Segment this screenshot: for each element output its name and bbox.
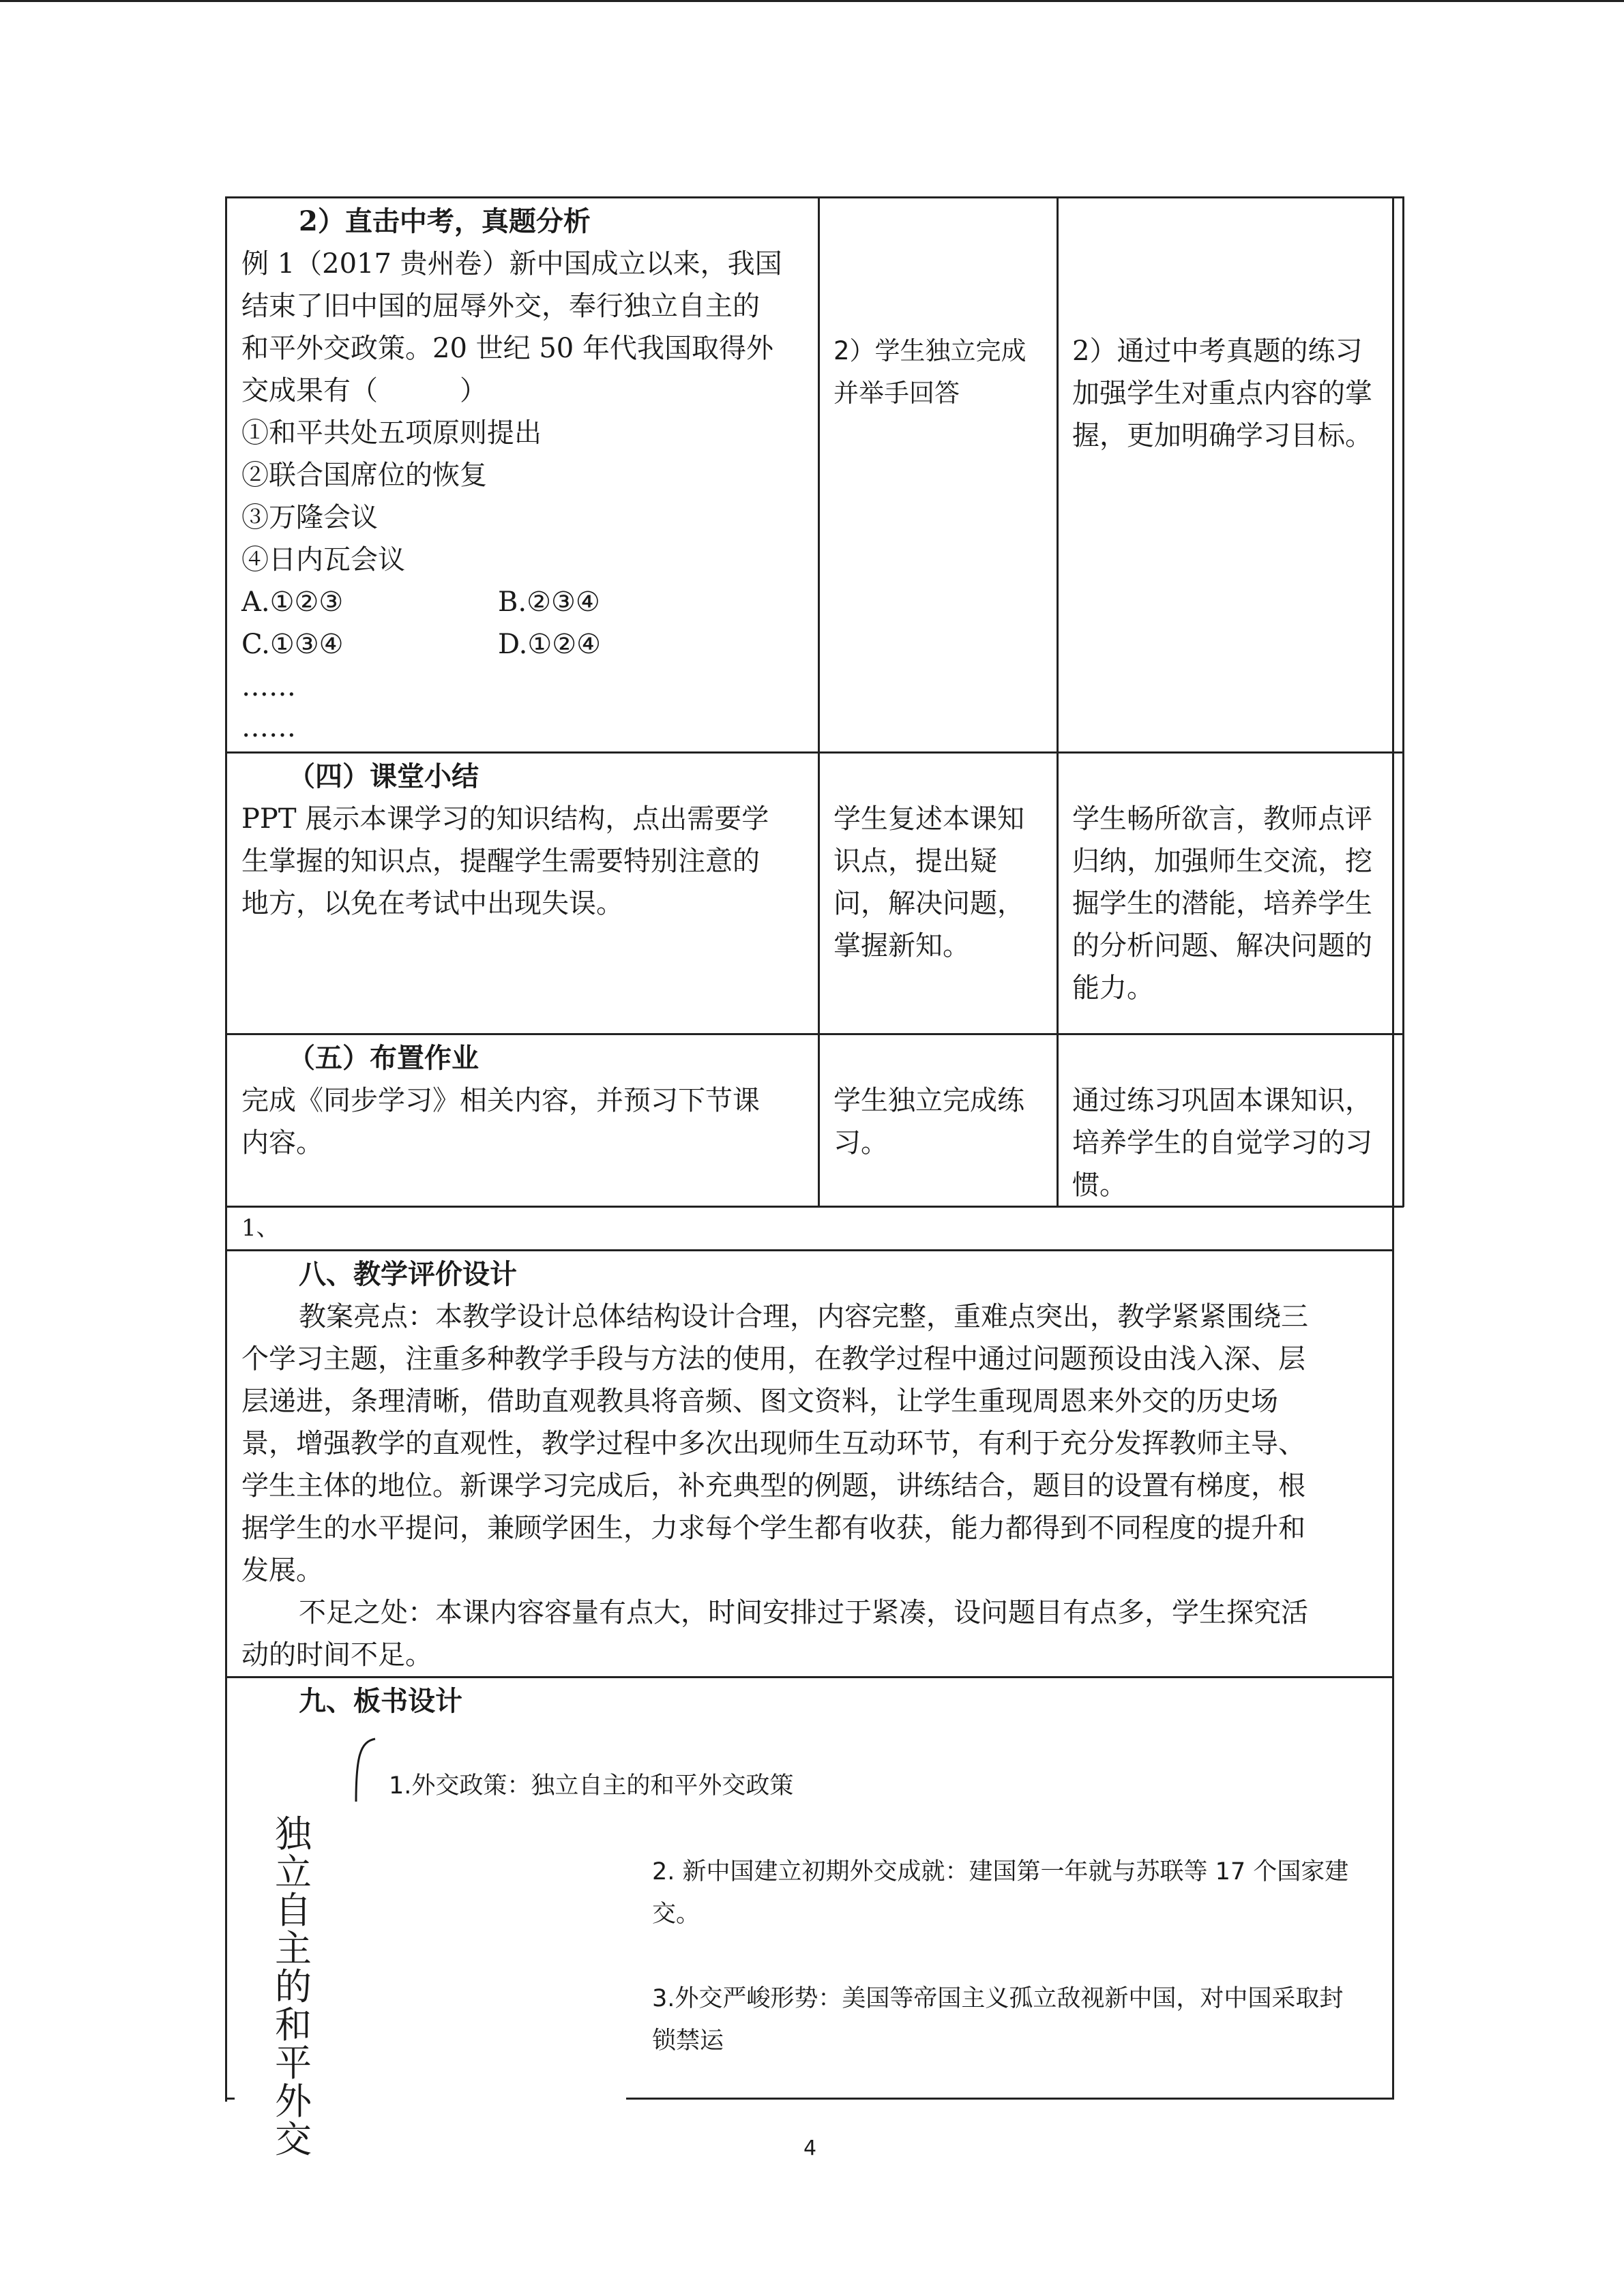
row2-intent-line: 能力。 [1072,972,1154,1004]
board-item-1: 1.外交政策：独立自主的和平外交政策 [389,1772,794,1800]
row3-line: 完成《同步学习》相关内容，并预习下节课 [241,1085,760,1116]
evaluation-para2-first: 不足之处：本课内容容量有点大，时间安排过于紧凑，设问题目有点多，学生探究活 [299,1597,1308,1628]
table-left-border [225,196,227,2102]
row1-line: ②联合国席位的恢复 [241,460,487,491]
row2-line: PPT 展示本课学习的知识结构，点出需要学 [241,803,769,835]
row2-heading: （四）课堂小结 [288,760,479,792]
row3-student-line: 习。 [833,1127,888,1159]
row1-intent-line: 2）通过中考真题的练习 [1072,336,1363,367]
evaluation-line: 发展。 [241,1555,323,1586]
evaluation-heading: 八、教学评价设计 [299,1258,517,1290]
page-number: 4 [803,2136,817,2160]
page-top-border [0,0,1624,2]
row3-intent-line: 培养学生的自觉学习的习 [1072,1127,1372,1159]
row2-line: 地方，以免在考试中出现失误。 [241,888,623,919]
row1-student-line: 2）学生独立完成 [833,336,1027,366]
row-divider-5 [225,1676,1393,1678]
row1-intent-line: 加强学生对重点内容的掌 [1072,378,1372,409]
row1-heading: 2）直击中考，真题分析 [299,205,591,237]
board-item-2-line: 2. 新中国建立初期外交成就：建国第一年就与苏联等 17 个国家建 [652,1858,1349,1885]
row3-line: 内容。 [241,1127,323,1159]
board-item-3-line: 3.外交严峻形势：美国等帝国主义孤立敌视新中国，对中国采取封 [652,1985,1344,2012]
small-note: 1、 [241,1214,280,1242]
row2-student-line: 识点，提出疑 [833,846,997,877]
table-top-border [225,196,1404,198]
row1-intent-line: 握，更加明确学习目标。 [1072,420,1372,451]
table-right-outer [1402,196,1404,1207]
row1-line: ④日内瓦会议 [241,544,405,576]
row1-line: 和平外交政策。20 世纪 50 年代我国取得外 [241,333,773,364]
row2-line: 生掌握的知识点，提醒学生需要特别注意的 [241,846,760,877]
row2-intent-line: 的分析问题、解决问题的 [1072,930,1372,961]
table-right-inner [1392,196,1394,2100]
row2-student-line: 掌握新知。 [833,930,970,961]
row2-intent-line: 归纳，加强师生交流，挖 [1072,846,1372,877]
row3-intent-line: 通过练习巩固本课知识， [1072,1085,1372,1116]
evaluation-line: 个学习主题，注重多种教学手段与方法的使用，在教学过程中通过问题预设由浅入深、层 [241,1343,1305,1375]
row3-intent-line: 惯。 [1072,1169,1127,1201]
row3-heading: （五）布置作业 [288,1042,479,1074]
board-bottom-right [626,2098,1393,2100]
board-vertical-title: 独立自主的和平外交 [275,1813,312,2161]
option-b: B.②③④ [498,586,600,618]
row3-student-line: 学生独立完成练 [833,1085,1024,1116]
row1-line: 交成果有（ ） [241,375,487,406]
row1-student-line: 并举手回答 [833,378,960,408]
evaluation-line: 景，增强教学的直观性，教学过程中多次出现师生互动环节，有利于充分发挥教师主导、 [241,1428,1305,1459]
option-d: D.①②④ [498,629,601,660]
evaluation-line: 学生主体的地位。新课学习完成后，补充典型的例题，讲练结合，题目的设置有梯度，根 [241,1470,1305,1502]
row-divider-2 [225,1033,1404,1035]
evaluation-para1-first: 教案亮点：本教学设计总体结构设计合理，内容完整，重难点突出，教学紧紧围绕三 [299,1301,1308,1332]
row2-student-line: 问，解决问题， [833,888,1024,919]
row-divider-4 [225,1249,1393,1251]
row2-intent-line: 学生畅所欲言，教师点评 [1072,803,1372,835]
column-divider-1 [818,196,820,1207]
ellipsis: …… [241,712,296,743]
row-divider-3 [225,1206,1404,1208]
row2-student-line: 学生复述本课知 [833,803,1024,835]
option-a: A.①②③ [241,586,344,618]
board-item-2-line: 交。 [652,1900,700,1928]
column-divider-2 [1057,196,1059,1207]
board-heading: 九、板书设计 [299,1685,462,1717]
row1-line: ①和平共处五项原则提出 [241,417,542,449]
evaluation-line: 据学生的水平提问，兼顾学困生，力求每个学生都有收获，能力都得到不同程度的提升和 [241,1512,1305,1544]
option-c: C.①③④ [241,629,344,660]
row1-line: 例 1（2017 贵州卷）新中国成立以来，我国 [241,248,782,280]
brace-icon [351,1736,378,1804]
row-divider-1 [225,751,1404,754]
ellipsis: …… [241,671,296,702]
evaluation-line: 动的时间不足。 [241,1639,432,1671]
row1-line: 结束了旧中国的屈辱外交，奉行独立自主的 [241,290,760,322]
evaluation-line: 层递进，条理清晰，借助直观教具将音频、图文资料，让学生重现周恩来外交的历史场 [241,1386,1278,1417]
row1-line: ③万隆会议 [241,502,378,533]
row2-intent-line: 掘学生的潜能，培养学生 [1072,888,1372,919]
board-item-3-line: 锁禁运 [652,2027,724,2055]
